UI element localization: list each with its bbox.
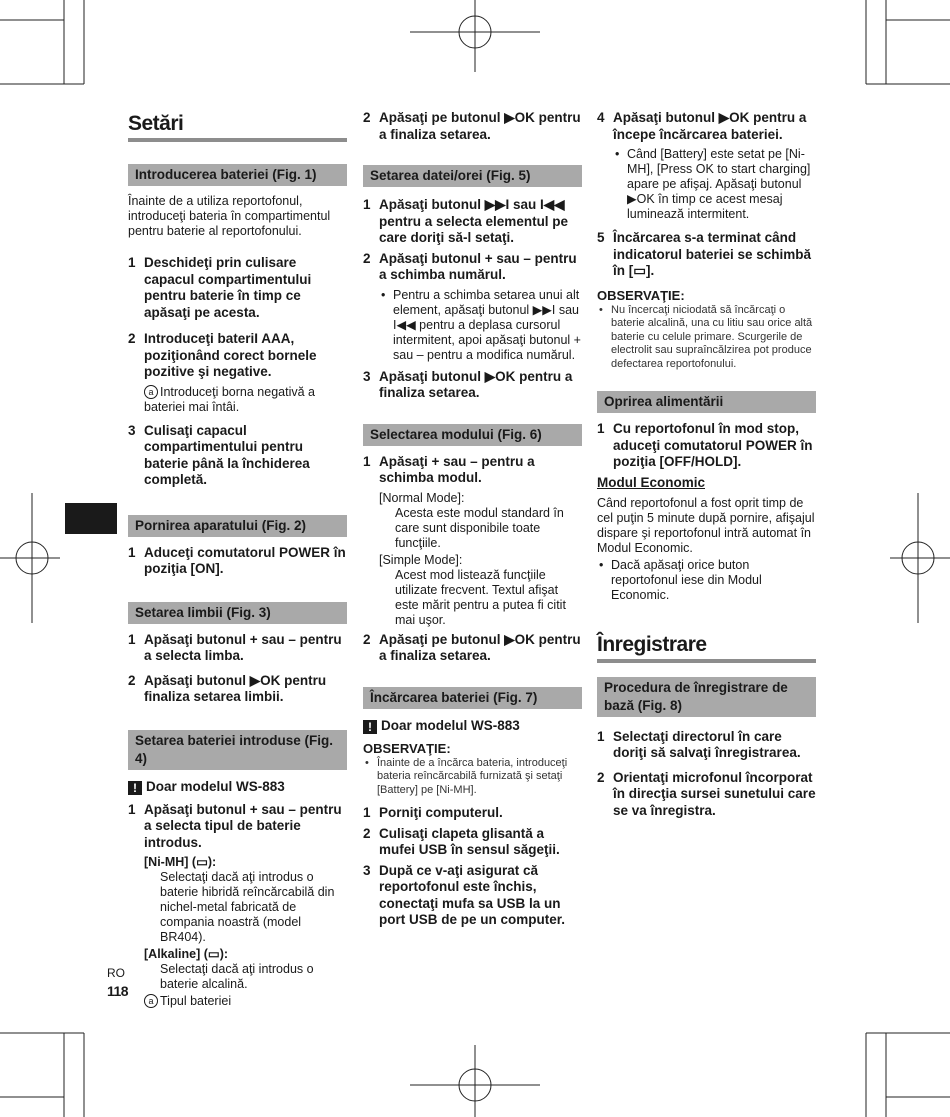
circle-a-icon: a — [144, 385, 158, 399]
option-desc: Selectaţi dacă aţi introdus o baterie alcalină. — [160, 962, 314, 991]
column-2 — [363, 110, 582, 933]
step: 1 Porniţi computerul. — [363, 805, 503, 820]
warning-icon: ! — [363, 720, 377, 734]
step: 1 Deschideţi prin culisare capacul compartimentului pentru baterie în timp ce apăsaţi pe acesta. — [128, 255, 312, 320]
subsection-heading: Setarea limbii (Fig. 3) — [128, 602, 347, 624]
paragraph: Înainte de a utiliza reportofonul, introduceţi bateria în compartimentul pentru baterie al reportofonului. — [128, 194, 331, 238]
column-1 — [128, 110, 347, 1011]
subsection-heading: Pornirea aparatului (Fig. 2) — [128, 515, 347, 537]
step: 2 Introduceţi bateriI AAA, poziţionând corect bornele pozitive şi negative. — [128, 331, 317, 379]
section-tab — [65, 503, 117, 534]
mode-desc: Acest mod listează funcţiile utilizate frecvent. Textul afişat este mărit pentru a putea fi citit mai uşor. — [395, 567, 566, 627]
bullet: • Pentru a schimba setarea unui alt element, apăsaţi butonul ▶▶I sau I◀◀ pentru a deplasa cursorul intermitent, apoi apăsaţi butonul + sau – pentru a modifica numărul. — [379, 288, 582, 363]
step: 1 Apăsaţi butonul + sau – pentru a selecta limba. — [128, 631, 342, 663]
subsection-heading: Selectarea modului (Fig. 6) — [363, 424, 582, 446]
page-lang: RO — [107, 966, 125, 980]
bullet: • Când [Battery] este setat pe [Ni-MH], [Press OK to start charging] apare pe afişaj. Apăsaţi butonul ▶OK în timp ce acest mesaj luminează intermitent. — [613, 147, 816, 222]
mode-label: [Normal Mode]: — [379, 490, 465, 505]
option-desc: Selectaţi dacă aţi introdus o baterie hibridă reîncărcabilă din nichel-metal fabricată de compania noastră (model BR404). — [160, 870, 335, 944]
note-heading: OBSERVAŢIE: — [597, 287, 685, 303]
section-title: Înregistrare — [597, 631, 816, 663]
page-number: 118 — [107, 983, 129, 999]
step: 1 Selectaţi directorul în care doriţi să salvaţi înregistrarea. — [597, 728, 801, 760]
step-note: a Tipul bateriei — [144, 994, 347, 1009]
mode-label: [Simple Mode]: — [379, 552, 463, 567]
section-title: Setări — [128, 110, 347, 142]
column-3 — [597, 110, 816, 823]
note-heading: OBSERVAŢIE: — [363, 740, 451, 756]
step: 2 Apăsaţi butonul + sau – pentru a schimba numărul. — [363, 250, 577, 282]
step: 1 Aduceţi comutatorul POWER în poziţia [ON]. — [128, 544, 346, 576]
model-warning: ! Doar modelul WS-883 — [128, 778, 347, 796]
note-bullet: • Nu încercaţi niciodată să încărcaţi o baterie alcalină, una cu litiu sau orice altă baterie cu celule primare. Scurgerile de electrolit sau supraîncălzirea pot produce defectarea reportofonului. — [597, 304, 816, 372]
warning-icon: ! — [128, 781, 142, 795]
step: 1 Apăsaţi butonul + sau – pentru a selecta tipul de baterie introdus. — [128, 801, 342, 850]
subsection-heading: Încărcarea bateriei (Fig. 7) — [363, 687, 582, 709]
subsection-heading: Procedura de înregistrare de bază (Fig. 8) — [597, 677, 816, 717]
step: 3 După ce v-aţi asigurat că reportofonul este închis, conectaţi mufa sa USB la un port USB de pe un computer. — [363, 862, 566, 927]
subsection-heading: Introducerea bateriei (Fig. 1) — [128, 164, 347, 186]
step: 4 Apăsaţi butonul ▶OK pentru a începe încărcarea bateriei. — [597, 110, 807, 142]
step: 1 Cu reportofonul în mod stop, aduceţi comutatorul POWER în poziţia [OFF/HOLD]. — [597, 421, 813, 469]
subsection-heading: Setarea bateriei introduse (Fig. 4) — [128, 730, 347, 770]
step-note: a Introduceţi borna negativă a bateriei mai întâi. — [144, 384, 315, 414]
step: 1 Apăsaţi + sau – pentru a schimba modul. — [363, 453, 535, 485]
subsection-heading: Setarea datei/orei (Fig. 5) — [363, 165, 582, 187]
model-warning: ! Doar modelul WS-883 — [363, 717, 582, 735]
step: 3 Apăsaţi butonul ▶OK pentru a finaliza setarea. — [363, 368, 573, 400]
step: 5 Încărcarea s-a terminat când indicatorul bateriei se schimbă în [▭]. — [597, 230, 812, 278]
step: 2 Culisaţi clapeta glisantă a mufei USB în sensul săgeţii. — [363, 825, 560, 857]
subsection-heading: Oprirea alimentării — [597, 391, 816, 413]
subheading: Modul Economic — [597, 474, 705, 490]
step: 2 Apăsaţi pe butonul ▶OK pentru a finaliza setarea. — [363, 631, 581, 663]
step: 3 Culisaţi capacul compartimentului pentru baterie până la închiderea completă. — [128, 422, 310, 487]
step: 1 Apăsaţi butonul ▶▶I sau I◀◀ pentru a selecta elementul pe care doriţi să-l setaţi. — [363, 197, 569, 245]
circle-a-icon: a — [144, 994, 158, 1008]
page-footer — [107, 966, 128, 998]
step: 2 Apăsaţi pe butonul ▶OK pentru a finaliza setarea. — [363, 110, 581, 142]
option-label: [Ni-MH] (▭): — [144, 855, 217, 869]
step: 2 Orientaţi microfonul încorporat în direcţia sursei sunetului care se va înregistra. — [597, 769, 816, 818]
paragraph: Când reportofonul a fost oprit timp de cel puţin 5 minute după pornire, afişajul dispare şi reportofonul intră automat în Modul Economic. — [597, 495, 815, 555]
bullet: • Dacă apăsaţi orice buton reportofonul iese din Modul Economic. — [597, 558, 816, 603]
mode-desc: Acesta este modul standard în care sunt disponibile toate funcţiile. — [395, 505, 564, 550]
step: 2 Apăsaţi butonul ▶OK pentru finaliza setarea limbii. — [128, 672, 327, 704]
note-bullet: • Înainte de a încărca bateria, introduceţi bateria reîncărcabilă furnizată şi setaţi [Battery] pe [Ni-MH]. — [363, 757, 582, 798]
option-label: [Alkaline] (▭): — [144, 947, 229, 961]
